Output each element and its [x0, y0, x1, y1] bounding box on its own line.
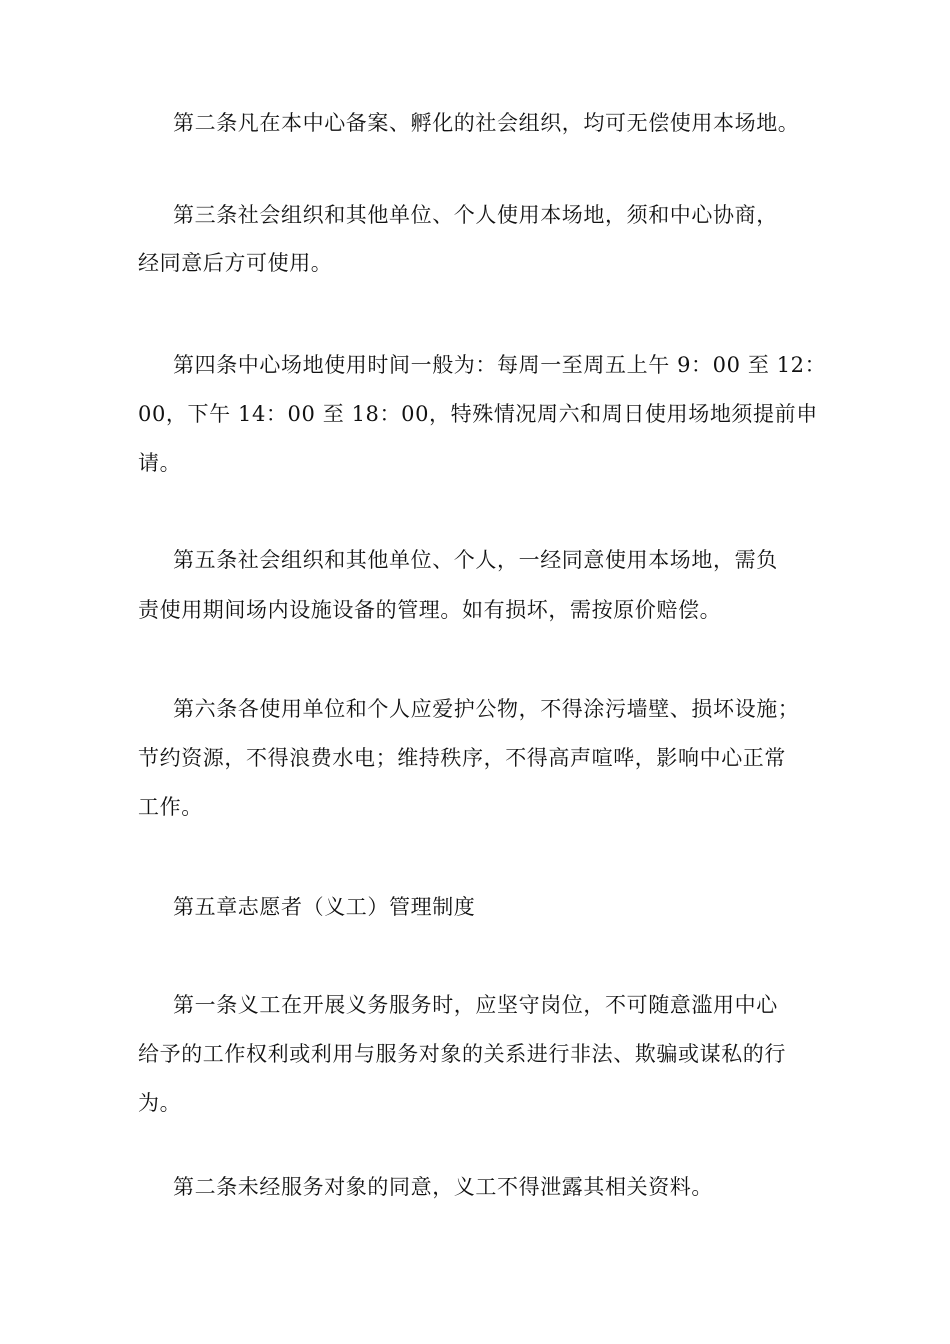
paragraph-article-3-line-1: 第三条社会组织和其他单位、个人使用本场地，须和中心协商， [173, 203, 778, 227]
paragraph-volunteer-article-1-line-3: 为。 [138, 1091, 182, 1115]
paragraph-article-3-line-2: 经同意后方可使用。 [138, 251, 333, 275]
paragraph-volunteer-article-1-line-1: 第一条义工在开展义务服务时，应坚守岗位，不可随意滥用中心 [173, 993, 778, 1017]
paragraph-article-4-line-3: 请。 [138, 451, 182, 475]
paragraph-article-6-line-2: 节约资源，不得浪费水电；维持秩序，不得高声喧哗，影响中心正常 [138, 746, 786, 770]
paragraph-volunteer-article-1-line-2: 给予的工作权利或利用与服务对象的关系进行非法、欺骗或谋私的行 [138, 1042, 786, 1066]
paragraph-volunteer-article-2-line-1: 第二条未经服务对象的同意，义工不得泄露其相关资料。 [173, 1175, 713, 1199]
paragraph-article-2-line-1: 第二条凡在本中心备案、孵化的社会组织，均可无偿使用本场地。 [173, 111, 800, 135]
paragraph-article-5-line-1: 第五条社会组织和其他单位、个人，一经同意使用本场地，需负 [173, 548, 778, 572]
paragraph-article-4-line-1: 第四条中心场地使用时间一般为：每周一至周五上午 9：00 至 12： [173, 353, 827, 377]
paragraph-article-4-line-2: 00，下午 14：00 至 18：00，特殊情况周六和周日使用场地须提前申 [138, 402, 818, 426]
paragraph-article-6-line-1: 第六条各使用单位和个人应爱护公物，不得涂污墙壁、损坏设施； [173, 697, 800, 721]
chapter-5-heading: 第五章志愿者（义工）管理制度 [173, 895, 476, 919]
paragraph-article-5-line-2: 责使用期间场内设施设备的管理。如有损坏，需按原价赔偿。 [138, 598, 722, 622]
paragraph-article-6-line-3: 工作。 [138, 795, 203, 819]
